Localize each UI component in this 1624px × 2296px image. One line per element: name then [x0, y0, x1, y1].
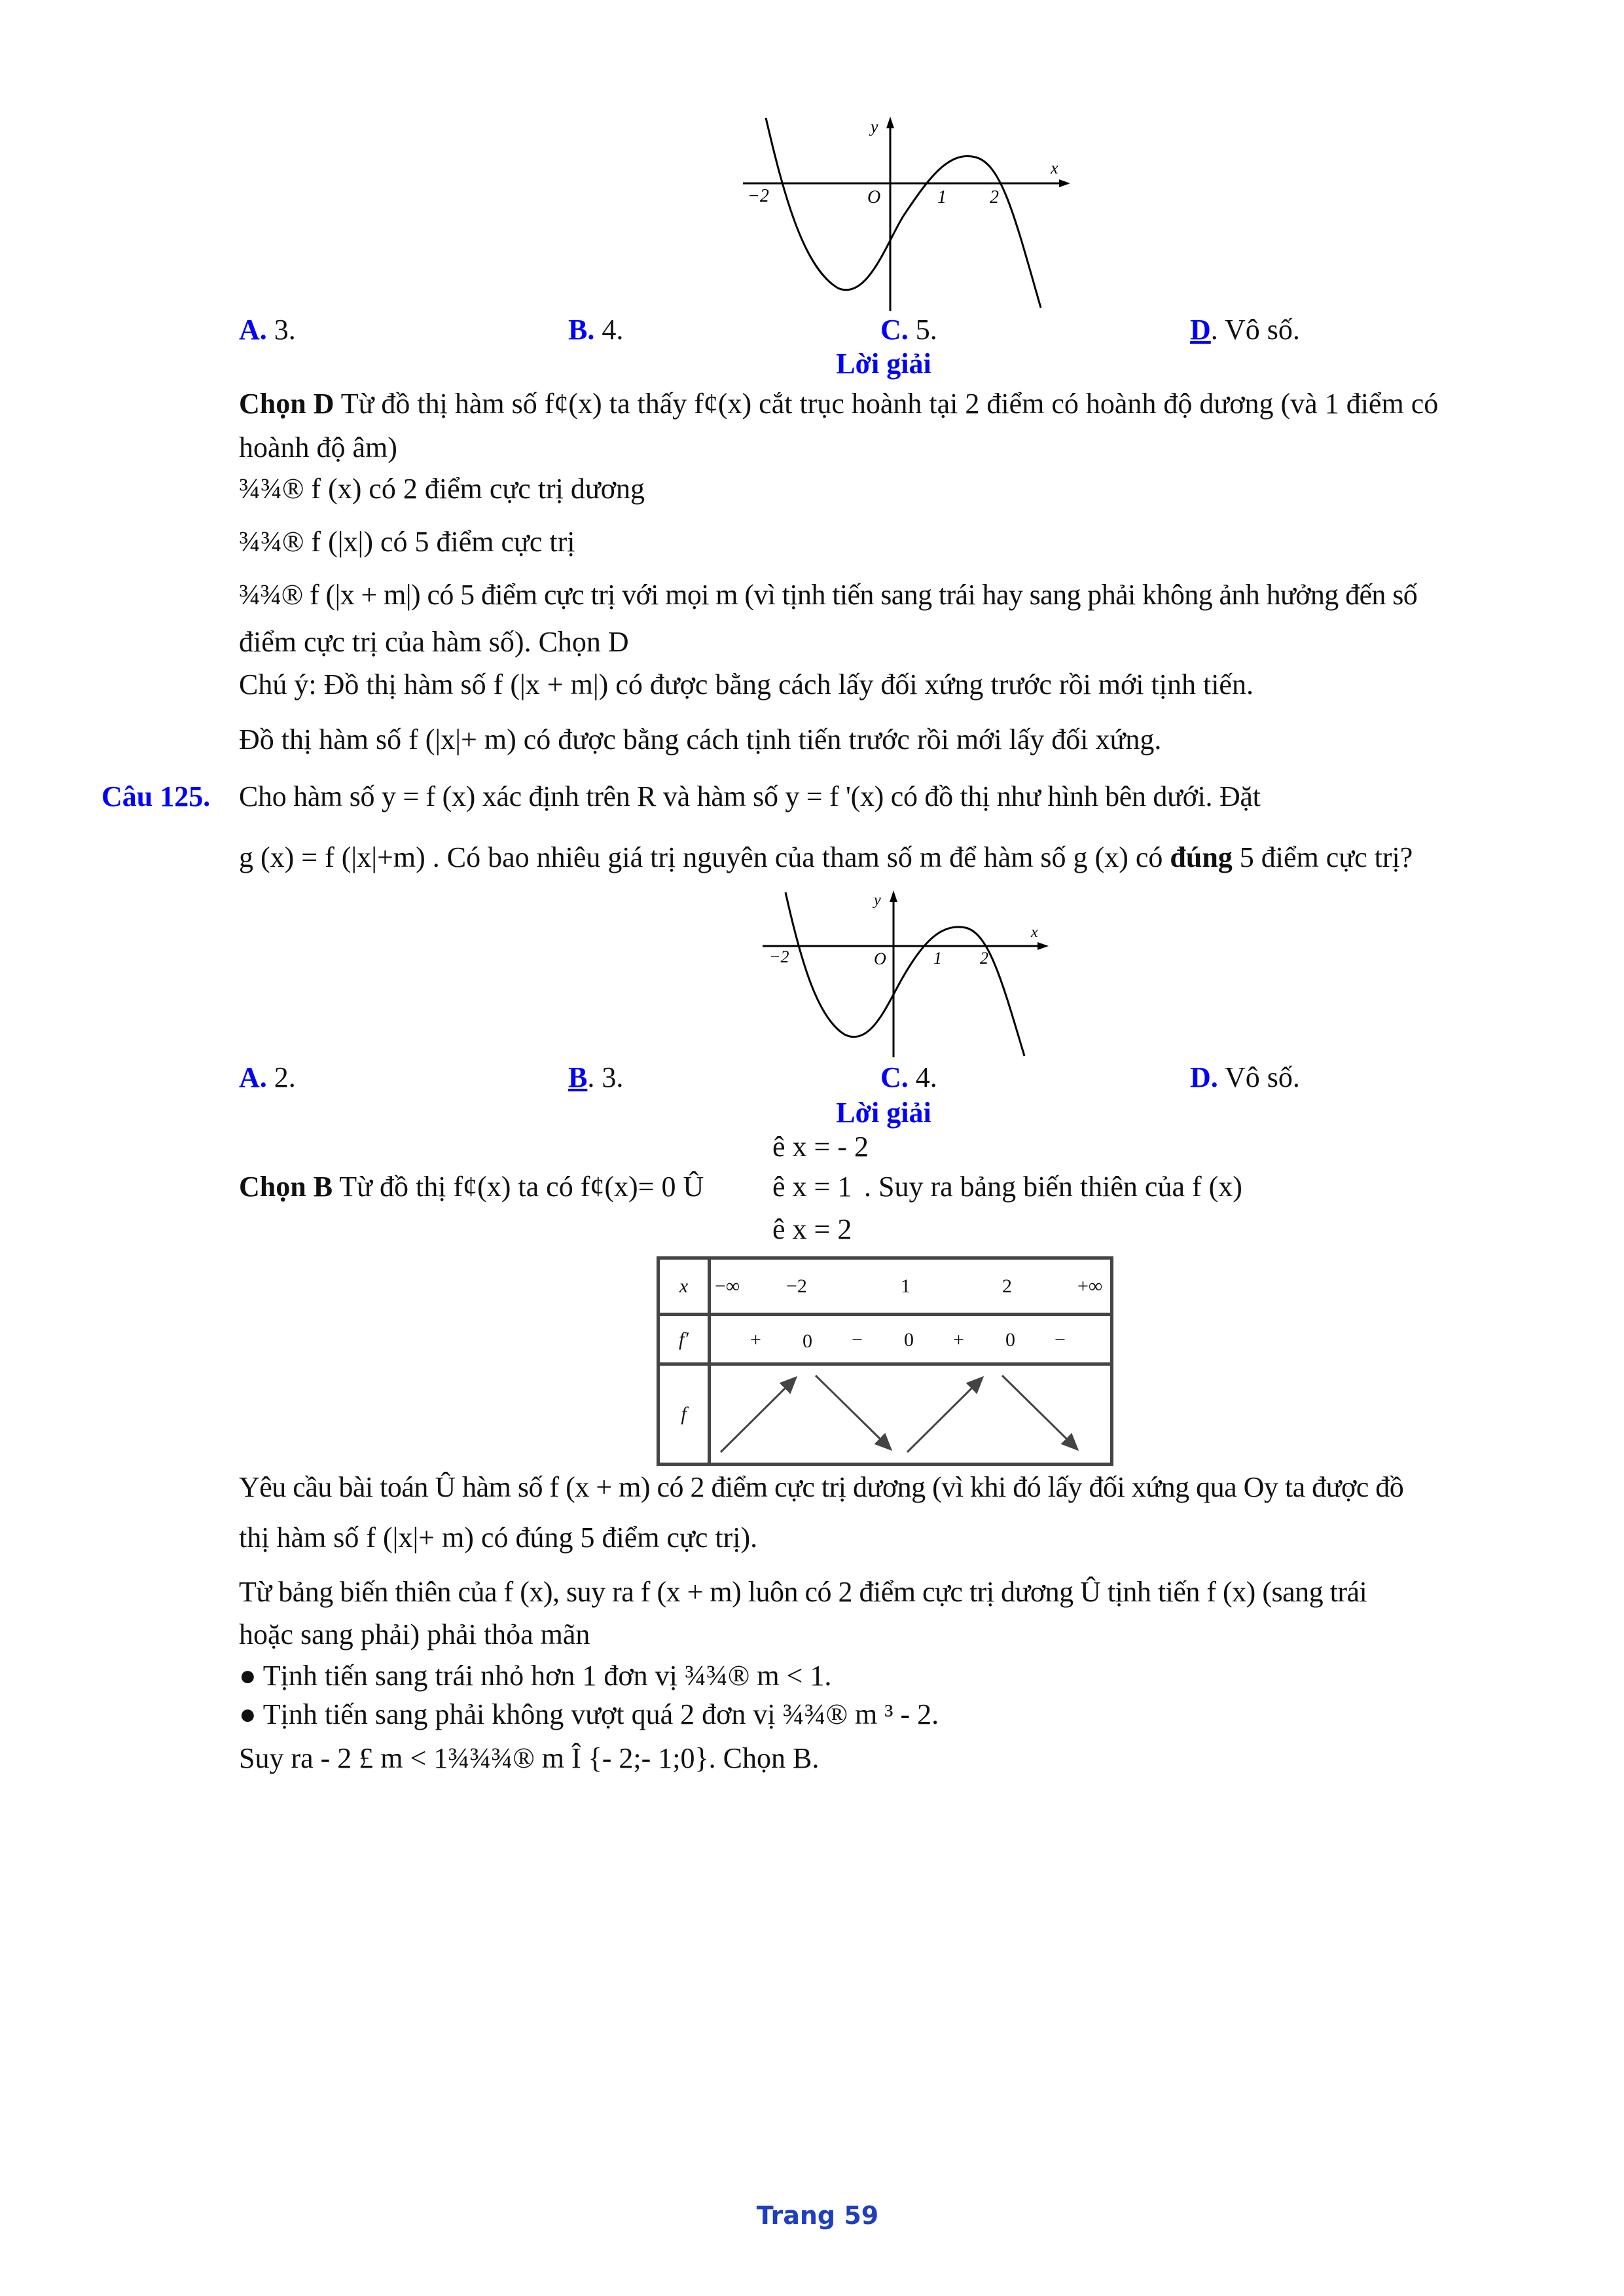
label-y: y	[871, 117, 878, 136]
answer-text: 2.	[266, 1061, 296, 1093]
answer-c[interactable]	[880, 1061, 937, 1094]
arrow-down-icon	[1002, 1376, 1077, 1449]
label-x: x	[1031, 924, 1038, 941]
sign: −	[1055, 1329, 1066, 1351]
answer-a[interactable]	[239, 313, 296, 346]
line-text: g (x) = f (|x|+m) . Có bao nhiêu giá trị nguyên của tham số m để hàm số g (x) có	[239, 841, 1170, 873]
sign: 0	[904, 1329, 914, 1351]
x-value: +∞	[1077, 1275, 1103, 1297]
answer-letter: B	[568, 1061, 588, 1093]
label-minus2: −2	[748, 186, 769, 206]
sign: 0	[1005, 1329, 1015, 1351]
solution-line	[239, 390, 1438, 418]
label-2: 2	[980, 949, 988, 968]
sign: +	[953, 1329, 964, 1351]
x-values-cell	[710, 1258, 1112, 1315]
answer-b[interactable]	[568, 313, 623, 346]
variation-table	[657, 1256, 1113, 1466]
solution-line: Chú ý: Đồ thị hàm số f (|x + m|) có được bằng cách lấy đối xứng trước rồi mới tịnh tiến.	[239, 668, 1254, 701]
case-1: ê x = - 2	[772, 1131, 869, 1163]
label-minus2: −2	[769, 947, 789, 966]
sign: 0	[803, 1330, 812, 1352]
variation-arrows	[711, 1366, 1110, 1457]
chon-d: Chọn D	[239, 388, 334, 420]
y-axis-arrow	[886, 117, 894, 128]
answer-text: 3.	[266, 314, 296, 346]
solution-line: điểm cực trị của hàm số). Chọn D	[239, 626, 629, 658]
label-origin: O	[867, 187, 881, 208]
arrow-up-icon	[907, 1377, 983, 1452]
solution-line: Yêu cầu bài toán Û hàm số f (x + m) có 2 điểm cực trị dương (vì khi đó lấy đối xứng qua Oy ta được đồ	[239, 1471, 1404, 1503]
derivative-graph-1	[733, 111, 1080, 314]
answer-letter: C.	[880, 314, 909, 346]
sign-cell	[710, 1315, 1112, 1364]
line-text: Từ đồ thị f¢(x) ta có f¢(x)= 0 Û	[333, 1171, 704, 1203]
sign: −	[852, 1329, 863, 1351]
answer-a[interactable]	[239, 1061, 296, 1094]
label-origin: O	[874, 949, 886, 968]
solution-line: ¾¾® f (|x|) có 5 điểm cực trị	[239, 526, 575, 558]
answer-letter: D.	[1190, 1061, 1218, 1093]
question-line: Cho hàm số y = f (x) xác định trên R và hàm số y = f '(x) có đồ thị như hình bên dưới. Đặt	[239, 780, 1261, 812]
label-y: y	[874, 892, 881, 909]
answer-text: 4.	[594, 314, 624, 346]
answer-letter: A.	[239, 314, 267, 346]
x-axis-arrow	[1038, 942, 1049, 950]
arrow-up-icon	[721, 1377, 796, 1452]
label-x: x	[1051, 158, 1058, 177]
solution-title: Lời giải	[836, 1097, 931, 1129]
x-value: 2	[1002, 1275, 1012, 1297]
x-value: 1	[901, 1275, 911, 1297]
chon-b: Chọn B	[239, 1171, 333, 1203]
x-value: −2	[786, 1275, 807, 1297]
solution-title: Lời giải	[836, 348, 931, 380]
page-number: Trang 59	[756, 2201, 879, 2230]
answer-text: 4.	[908, 1061, 937, 1093]
row-label-fprime: f′	[659, 1315, 710, 1364]
solution-line: ¾¾® f (x) có 2 điểm cực trị dương	[239, 473, 645, 505]
solution-line: hoành độ âm)	[239, 431, 397, 464]
answer-letter: B.	[568, 314, 595, 346]
answer-text: 5.	[908, 314, 937, 346]
x-axis-arrow	[1059, 179, 1070, 187]
row-label-x: x	[659, 1258, 710, 1315]
chon-b-after: . Suy ra bảng biến thiên của f (x)	[864, 1171, 1242, 1203]
case-3: ê x = 2	[772, 1213, 852, 1245]
label-1: 1	[933, 949, 942, 968]
solution-line: Đồ thị hàm số f (|x|+ m) có được bằng cách tịnh tiến trước rồi mới lấy đối xứng.	[239, 723, 1162, 756]
label-1: 1	[937, 187, 947, 208]
derivative-curve	[785, 892, 1024, 1056]
solution-line: Từ bảng biến thiên của f (x), suy ra f (x + m) luôn có 2 điểm cực trị dương Û tịnh tiến f (x) (sang trái	[239, 1576, 1367, 1608]
question-label: Câu 125.	[101, 780, 211, 812]
x-value: −∞	[715, 1275, 740, 1297]
y-axis-arrow	[890, 890, 897, 902]
solution-line: ¾¾® f (|x + m|) có 5 điểm cực trị với mọi m (vì tịnh tiến sang trái hay sang phải không ảnh hưởng đến số	[239, 579, 1418, 611]
line-text: 5 điểm cực trị?	[1232, 841, 1413, 873]
answer-b[interactable]	[568, 1061, 623, 1094]
solution-line: hoặc sang phải) phải thỏa mãn	[239, 1618, 590, 1650]
arrow-cell	[710, 1364, 1112, 1465]
derivative-graph-2	[753, 887, 1060, 1061]
answer-text: Vô số.	[1218, 1061, 1300, 1093]
answer-c[interactable]	[880, 313, 937, 346]
question-line	[239, 843, 1413, 872]
solution-line: thị hàm số f (|x|+ m) có đúng 5 điểm cực trị).	[239, 1522, 758, 1554]
bold-text: đúng	[1170, 841, 1233, 873]
answer-d[interactable]	[1190, 1061, 1300, 1094]
answer-text: . Vô số.	[1210, 314, 1300, 346]
line-text: Từ đồ thị hàm số f¢(x) ta thấy f¢(x) cắt trục hoành tại 2 điểm có hoành độ dương (và 1 điểm có	[334, 388, 1439, 420]
answer-letter: C.	[880, 1061, 909, 1093]
derivative-curve	[766, 118, 1041, 308]
answer-d[interactable]	[1190, 313, 1300, 346]
answer-text: . 3.	[587, 1061, 624, 1093]
sign: +	[750, 1329, 761, 1351]
answer-letter: D	[1190, 314, 1211, 346]
answer-letter: A.	[239, 1061, 267, 1093]
solution-line: Suy ra - 2 £ m < 1¾¾¾® m Î {- 2;- 1;0}. Chọn B.	[239, 1742, 820, 1774]
label-2: 2	[990, 187, 999, 208]
chon-b-line	[239, 1173, 704, 1201]
case-2: ê x = 1	[772, 1171, 852, 1203]
arrow-down-icon	[816, 1376, 891, 1449]
row-label-f: f	[659, 1364, 710, 1465]
bullet-line: ● Tịnh tiến sang trái nhỏ hơn 1 đơn vị ¾¾® m < 1.	[239, 1660, 832, 1692]
bullet-line: ● Tịnh tiến sang phải không vượt quá 2 đơn vị ¾¾® m ³ - 2.	[239, 1698, 939, 1730]
